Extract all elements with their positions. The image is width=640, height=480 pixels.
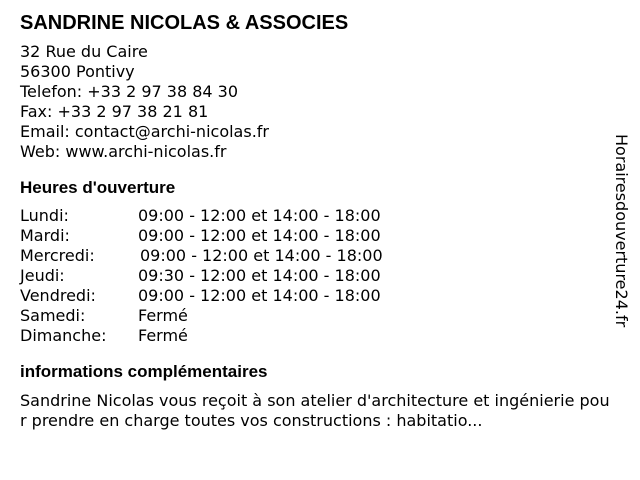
hours-row-thursday (20, 266, 610, 286)
business-listing (20, 11, 610, 431)
hours-day-label: Vendredi: (20, 286, 96, 305)
company-name: SANDRINE NICOLAS & ASSOCIES (20, 12, 349, 34)
hours-row-sunday (20, 326, 610, 346)
hours-row-friday (20, 286, 610, 306)
hours-day-label: Mercredi: (20, 246, 95, 265)
hours-row-wednesday (20, 246, 610, 266)
hours-row-tuesday (20, 226, 610, 246)
hours-time-value: Fermé (138, 306, 188, 325)
phone-number: Telefon: +33 2 97 38 84 30 (20, 82, 239, 101)
fax-number: Fax: +33 2 97 38 21 81 (20, 102, 209, 121)
hours-time-value: 09:00 - 12:00 et 14:00 - 18:00 (138, 286, 381, 305)
hours-day-label: Samedi: (20, 306, 86, 325)
opening-hours-table (20, 206, 610, 346)
hours-row-saturday (20, 306, 610, 326)
hours-time-value: Fermé (138, 326, 188, 345)
hours-time-value: 09:00 - 12:00 et 14:00 - 18:00 (140, 246, 383, 265)
site-watermark: Horairesdouverture24.fr (612, 134, 631, 328)
opening-hours-heading: Heures d'ouverture (20, 178, 176, 197)
hours-row-monday (20, 206, 610, 226)
additional-info-heading: informations complémentaires (20, 362, 268, 381)
address-street: 32 Rue du Caire (20, 42, 148, 61)
hours-time-value: 09:30 - 12:00 et 14:00 - 18:00 (138, 266, 381, 285)
contact-block (20, 42, 610, 162)
additional-info-text: Sandrine Nicolas vous reçoit à son atelier d'architecture et ingénierie pour prendre en charge toutes vos constructions : habitatio... (20, 391, 610, 430)
hours-time-value: 09:00 - 12:00 et 14:00 - 18:00 (138, 226, 381, 245)
address-city: 56300 Pontivy (20, 62, 135, 81)
hours-day-label: Lundi: (20, 206, 69, 225)
hours-day-label: Jeudi: (20, 266, 65, 285)
email-address: Email: contact@archi-nicolas.fr (20, 122, 269, 141)
hours-day-label: Dimanche: (20, 326, 107, 345)
hours-day-label: Mardi: (20, 226, 70, 245)
website-address: Web: www.archi-nicolas.fr (20, 142, 227, 161)
hours-time-value: 09:00 - 12:00 et 14:00 - 18:00 (138, 206, 381, 225)
